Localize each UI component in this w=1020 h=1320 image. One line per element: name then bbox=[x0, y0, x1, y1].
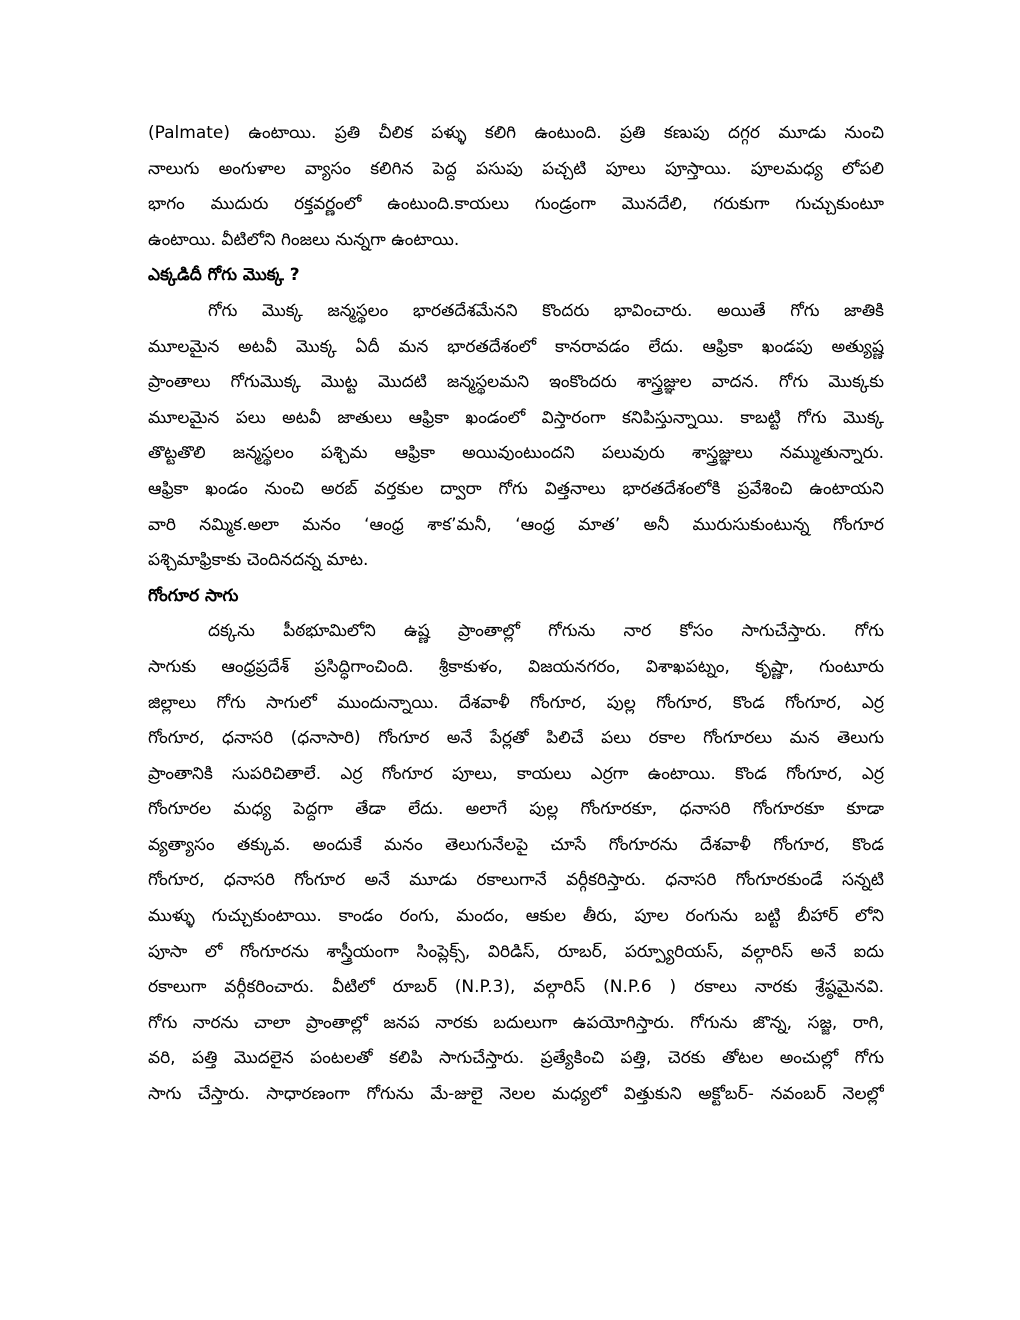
text-line: రకాలుగా వర్గీకరించారు. వీటిలో రూబర్ (N.P.3), వల్గారిస్ (N.P.6 ) రకాలు నారకు శ్రేష్ఠమైనవి. bbox=[148, 977, 884, 998]
text-line: వరి, పత్తి మొదలైన పంటలతో కలిపి సాగుచేస్తారు. ప్రత్యేకించి పత్తి, చెరకు తోటల అంచుల్లో గోగు bbox=[148, 1048, 884, 1069]
text-line: గోంగూర, ధనాసరి గోంగూర అనే మూడు రకాలుగానే వర్గీకరిస్తారు. ధనాసరి గోంగూరకుండే సన్నటి bbox=[148, 870, 884, 891]
text-line: సాగుకు ఆంధ్రప్రదేశ్ ప్రసిద్ధిగాంచింది. శ్రీకాకుళం, విజయనగరం, విశాఖపట్నం, కృష్ణా, గుంటూరు bbox=[148, 656, 884, 677]
text-line: జిల్లాలు గోగు సాగులో ముందున్నాయి. దేశవాళీ గోంగూర, పుల్ల గోంగూర, కొండ గోంగూర, ఎర్ర bbox=[148, 692, 884, 713]
document-page bbox=[148, 116, 884, 1113]
paragraph-intro bbox=[148, 116, 884, 258]
text-line: వ్యత్యాసం తక్కువ. అందుకే మనం తెలుగునేలపై చూసే గోంగూరను దేశవాళీ గోంగూర, కొండ bbox=[148, 834, 884, 855]
paragraph-cultivation bbox=[148, 614, 884, 1112]
section-heading-origin: ఎక్కడిదీ గోగు మొక్క ? bbox=[148, 265, 300, 286]
text-line: పశ్చిమాఫ్రికాకు చెందినదన్న మాట. bbox=[148, 550, 369, 571]
text-line: గోగు నారను చాలా ప్రాంతాల్లో జనప నారకు బదులుగా ఉపయోగిస్తారు. గోగును జొన్న, సజ్జ, రాగి, bbox=[148, 1012, 884, 1033]
text-line: దక్కను పీఠభూమిలోని ఉష్ణ ప్రాంతాల్లో గోగును నార కోసం సాగుచేస్తారు. గోగు bbox=[208, 621, 884, 642]
text-line: తొట్టతొలి జన్మస్థలం పశ్చిమ ఆఫ్రికా అయివుంటుందని పలువురు శాస్త్రజ్ఞులు నమ్ముతున్నారు. bbox=[148, 443, 884, 464]
text-line: సాగు చేస్తారు. సాధారణంగా గోగును మే-జులై నెలల మధ్యలో విత్తుకుని అక్టోబర్- నవంబర్ నెలల్లో bbox=[148, 1084, 884, 1105]
text-line: గోంగూర, ధనాసరి (ధనాసారి) గోంగూర అనే పేర్లతో పిలిచే పలు రకాల గోంగూరలు మన తెలుగు bbox=[148, 728, 884, 749]
text-line: పూసా లో గోంగూరను శాస్త్రీయంగా సింప్లెక్స్, విరిడిస్, రూబర్, పర్ప్యూరియస్, వల్గారిస్ అనే ఐదు bbox=[148, 941, 884, 962]
text-line: నాలుగు అంగుళాల వ్యాసం కలిగిన పెద్ద పసుపు పచ్చటి పూలు పూస్తాయి. పూలమధ్య లోపలి bbox=[148, 158, 884, 179]
text-line: ఉంటాయి. వీటిలోని గింజలు నున్నగా ఉంటాయి. bbox=[148, 229, 460, 250]
text-line: ప్రాంతాలు గోగుమొక్క మొట్ట మొదటి జన్మస్థలమని ఇంకొందరు శాస్త్రజ్ఞుల వాదన. గోగు మొక్కకు bbox=[148, 372, 884, 393]
text-line: గోగు మొక్క జన్మస్థలం భారతదేశమేనని కొందరు భావించారు. అయితే గోగు జాతికి bbox=[208, 300, 884, 321]
text-line: వారి నమ్మిక.అలా మనం ‘ఆంధ్ర శాక’మనీ, ‘ఆంధ్ర మాత’ అనీ మురుసుకుంటున్న గోంగూర bbox=[148, 514, 884, 535]
text-line: మూలమైన పలు అటవీ జాతులు ఆఫ్రికా ఖండంలో విస్తారంగా కనిపిస్తున్నాయి. కాబట్టి గోగు మొక్క bbox=[148, 407, 884, 428]
section-heading-cultivation: గోంగూర సాగు bbox=[148, 585, 239, 606]
text-line: (Palmate) ఉంటాయి. ప్రతి చీలిక పళ్ళు కలిగి ఉంటుంది. ప్రతి కణుపు దగ్గర మూడు నుంచి bbox=[148, 123, 884, 143]
text-line: ఆఫ్రికా ఖండం నుంచి అరబ్ వర్తకుల ద్వారా గోగు విత్తనాలు భారతదేశంలోకి ప్రవేశించి ఉంటాయని bbox=[148, 478, 884, 499]
paragraph-origin bbox=[148, 294, 884, 579]
text-line: గోంగూరల మధ్య పెద్దగా తేడా లేదు. అలాగే పుల్ల గోంగూరకూ, ధనాసరి గోంగూరకూ కూడా bbox=[148, 799, 884, 820]
text-line: ముళ్ళు గుచ్చుకుంటాయి. కాండం రంగు, మందం, ఆకుల తీరు, పూల రంగును బట్టి బీహార్ లోని bbox=[148, 906, 884, 927]
text-line: మూలమైన అటవీ మొక్క ఏదీ మన భారతదేశంలో కానరావడం లేదు. ఆఫ్రికా ఖండపు అత్యుష్ణ bbox=[148, 336, 884, 357]
text-line: భాగం ముదురు రక్తవర్ణంలో ఉంటుంది.కాయలు గుండ్రంగా మొనదేలి, గరుకుగా గుచ్చుకుంటూ bbox=[148, 194, 884, 215]
text-line: ప్రాంతానికి సుపరిచితాలే. ఎర్ర గోంగూర పూలు, కాయలు ఎర్రగా ఉంటాయి. కొండ గోంగూర, ఎర్ర bbox=[148, 763, 884, 784]
